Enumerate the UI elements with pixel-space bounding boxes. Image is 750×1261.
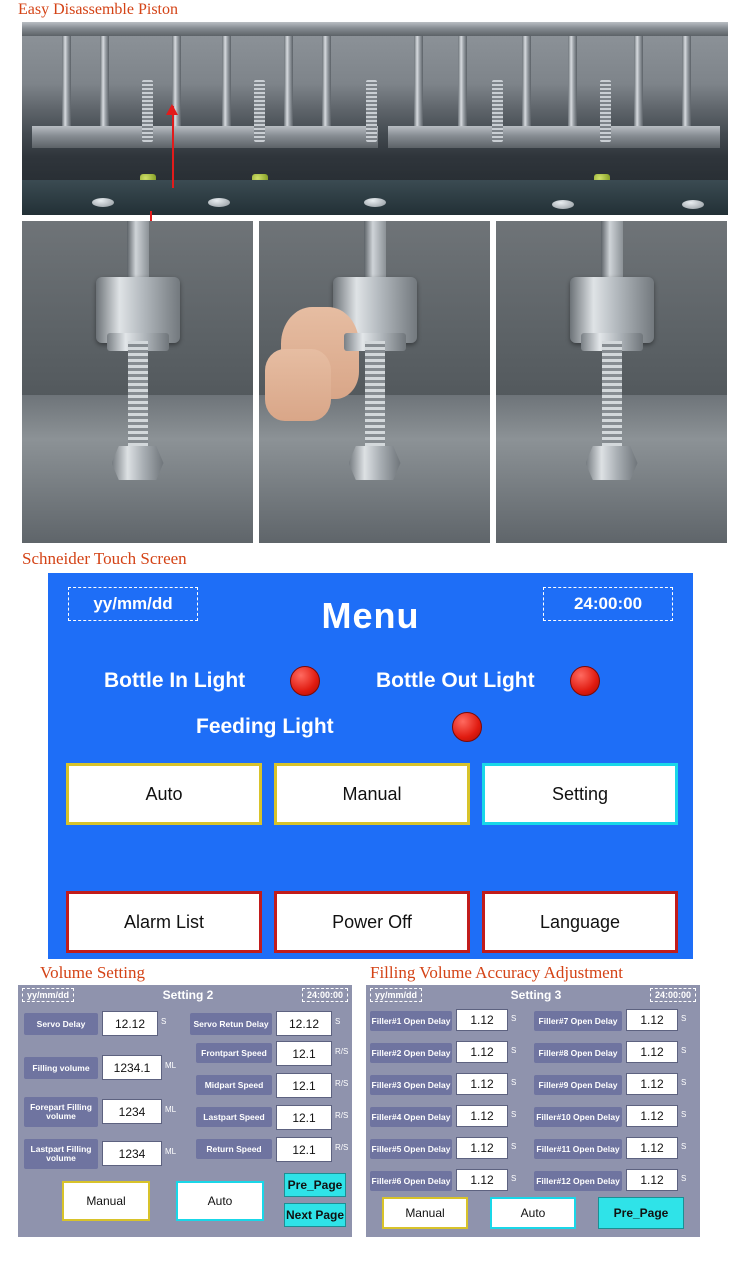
machine-rod bbox=[414, 22, 423, 142]
auto-button[interactable]: Auto bbox=[66, 763, 262, 825]
filler1-open-delay-value[interactable]: 1.12 bbox=[456, 1009, 508, 1031]
filler9-open-delay-unit: S bbox=[681, 1078, 687, 1087]
filling-volume-label: Filling volume bbox=[24, 1057, 98, 1079]
machine-rod bbox=[62, 22, 71, 142]
bottle-out-light-indicator bbox=[570, 666, 600, 696]
filler1-open-delay-unit: S bbox=[511, 1014, 517, 1023]
setting3-top-bar bbox=[366, 985, 700, 1005]
power-off-button[interactable]: Power Off bbox=[274, 891, 470, 953]
language-button[interactable]: Language bbox=[482, 891, 678, 953]
setting3-title: Setting 3 bbox=[510, 988, 562, 1002]
machine-plate bbox=[22, 22, 728, 36]
filler6-open-delay-value[interactable]: 1.12 bbox=[456, 1169, 508, 1191]
servo-delay-value[interactable]: 12.12 bbox=[102, 1011, 158, 1036]
date-display: yy/mm/dd bbox=[68, 587, 198, 621]
filler8-open-delay-label: Filler#8 Open Delay bbox=[534, 1043, 622, 1063]
machine-rod bbox=[322, 22, 331, 142]
forepart-filling-volume-unit: ML bbox=[165, 1105, 177, 1114]
return-speed-label: Return Speed bbox=[196, 1139, 272, 1159]
filler1-open-delay-label: Filler#1 Open Delay bbox=[370, 1011, 452, 1031]
machine-rod bbox=[222, 22, 231, 142]
setting3-screen bbox=[366, 985, 700, 1237]
filler3-open-delay-value[interactable]: 1.12 bbox=[456, 1073, 508, 1095]
servo-delay-label: Servo Delay bbox=[24, 1013, 98, 1035]
machine-photo bbox=[22, 22, 728, 215]
machine-screw bbox=[600, 80, 611, 142]
setting2-title: Setting 2 bbox=[162, 988, 214, 1002]
machine-screw bbox=[142, 80, 153, 142]
filler12-open-delay-value[interactable]: 1.12 bbox=[626, 1169, 678, 1191]
lastpart-speed-unit: R/S bbox=[335, 1111, 349, 1120]
setting3-time-display: 24:00:00 bbox=[650, 988, 696, 1002]
bottle-disc bbox=[682, 200, 704, 209]
setting2-pre-page-button[interactable]: Pre_Page bbox=[284, 1173, 346, 1197]
feeding-light-label: Feeding Light bbox=[196, 715, 334, 738]
filler12-open-delay-unit: S bbox=[681, 1174, 687, 1183]
section-title-touchscreen: Schneider Touch Screen bbox=[22, 549, 187, 568]
piston-nut bbox=[112, 446, 164, 480]
feeding-light-indicator bbox=[452, 712, 482, 742]
bottle-disc bbox=[208, 198, 230, 207]
machine-plate bbox=[32, 126, 378, 148]
setting3-date-display: yy/mm/dd bbox=[370, 988, 422, 1002]
piston-stem bbox=[364, 221, 386, 281]
piston-shaft bbox=[128, 341, 148, 451]
machine-rod bbox=[682, 22, 691, 142]
filler4-open-delay-label: Filler#4 Open Delay bbox=[370, 1107, 452, 1127]
filler4-open-delay-value[interactable]: 1.12 bbox=[456, 1105, 508, 1127]
machine-rod bbox=[458, 22, 467, 142]
filler11-open-delay-value[interactable]: 1.12 bbox=[626, 1137, 678, 1159]
filler7-open-delay-unit: S bbox=[681, 1014, 687, 1023]
lastpart-filling-volume-value[interactable]: 1234 bbox=[102, 1141, 162, 1166]
setting2-date-display: yy/mm/dd bbox=[22, 988, 74, 1002]
lastpart-speed-label: Lastpart Speed bbox=[196, 1107, 272, 1127]
filler8-open-delay-value[interactable]: 1.12 bbox=[626, 1041, 678, 1063]
piston-photo-row bbox=[22, 221, 728, 543]
filler8-open-delay-unit: S bbox=[681, 1046, 687, 1055]
filler10-open-delay-unit: S bbox=[681, 1110, 687, 1119]
servo-return-delay-value[interactable]: 12.12 bbox=[276, 1011, 332, 1036]
machine-plate bbox=[388, 126, 720, 148]
filler7-open-delay-label: Filler#7 Open Delay bbox=[534, 1011, 622, 1031]
frontpart-speed-unit: R/S bbox=[335, 1047, 349, 1056]
lastpart-filling-volume-label: Lastpart Filling volume bbox=[24, 1139, 98, 1169]
machine-rod bbox=[522, 22, 531, 142]
forepart-filling-volume-label: Forepart Filling volume bbox=[24, 1097, 98, 1127]
midpart-speed-label: Midpart Speed bbox=[196, 1075, 272, 1095]
filler11-open-delay-unit: S bbox=[681, 1142, 687, 1151]
time-display: 24:00:00 bbox=[543, 587, 673, 621]
filler12-open-delay-label: Filler#12 Open Delay bbox=[534, 1171, 622, 1191]
filler10-open-delay-label: Filler#10 Open Delay bbox=[534, 1107, 622, 1127]
machine-screw bbox=[254, 80, 265, 142]
servo-return-delay-label: Servo Retun Delay bbox=[190, 1013, 272, 1035]
setting2-time-display: 24:00:00 bbox=[302, 988, 348, 1002]
filler3-open-delay-label: Filler#3 Open Delay bbox=[370, 1075, 452, 1095]
filler2-open-delay-label: Filler#2 Open Delay bbox=[370, 1043, 452, 1063]
manual-button[interactable]: Manual bbox=[274, 763, 470, 825]
machine-rod bbox=[100, 22, 109, 142]
setting2-top-bar bbox=[18, 985, 352, 1005]
machine-screw bbox=[366, 80, 377, 142]
machine-screw bbox=[492, 80, 503, 142]
servo-delay-unit: S bbox=[161, 1017, 167, 1026]
frontpart-speed-value[interactable]: 12.1 bbox=[276, 1041, 332, 1066]
annotation-arrow-head bbox=[166, 104, 178, 115]
setting3-manual-button[interactable]: Manual bbox=[382, 1197, 468, 1229]
bottle-disc bbox=[92, 198, 114, 207]
piston-shaft bbox=[365, 341, 385, 451]
menu-title: Menu bbox=[321, 595, 420, 636]
piston-nut bbox=[349, 446, 401, 480]
filler4-open-delay-unit: S bbox=[511, 1110, 517, 1119]
piston-photo-3 bbox=[496, 221, 727, 543]
midpart-speed-unit: R/S bbox=[335, 1079, 349, 1088]
piston-shaft bbox=[602, 341, 622, 451]
piston-stem bbox=[127, 221, 149, 281]
setting2-screen bbox=[18, 985, 352, 1237]
filler2-open-delay-value[interactable]: 1.12 bbox=[456, 1041, 508, 1063]
machine-rod bbox=[634, 22, 643, 142]
midpart-speed-value[interactable]: 12.1 bbox=[276, 1073, 332, 1098]
annotation-arrow-shaft bbox=[172, 106, 174, 188]
setting2-auto-button[interactable]: Auto bbox=[176, 1181, 264, 1221]
operator-hand bbox=[265, 349, 331, 421]
machine-rod bbox=[284, 22, 293, 142]
filler6-open-delay-unit: S bbox=[511, 1174, 517, 1183]
section-title-piston: Easy Disassemble Piston bbox=[18, 1, 178, 18]
filler9-open-delay-value[interactable]: 1.12 bbox=[626, 1073, 678, 1095]
return-speed-unit: R/S bbox=[335, 1143, 349, 1152]
servo-return-delay-unit: S bbox=[335, 1017, 341, 1026]
piston-stem bbox=[601, 221, 623, 281]
section-title-volume: Volume Setting bbox=[40, 963, 145, 982]
filler6-open-delay-label: Filler#6 Open Delay bbox=[370, 1171, 452, 1191]
filler5-open-delay-label: Filler#5 Open Delay bbox=[370, 1139, 452, 1159]
filling-volume-unit: ML bbox=[165, 1061, 177, 1070]
filler5-open-delay-value[interactable]: 1.12 bbox=[456, 1137, 508, 1159]
forepart-filling-volume-value[interactable]: 1234 bbox=[102, 1099, 162, 1124]
piston-photo-2 bbox=[259, 221, 490, 543]
filler11-open-delay-label: Filler#11 Open Delay bbox=[534, 1139, 622, 1159]
filler3-open-delay-unit: S bbox=[511, 1078, 517, 1087]
filling-volume-value[interactable]: 1234.1 bbox=[102, 1055, 162, 1080]
bottle-in-light-indicator bbox=[290, 666, 320, 696]
hmi-menu-screen bbox=[48, 573, 693, 959]
piston-nut bbox=[586, 446, 638, 480]
bottle-in-light-label: Bottle In Light bbox=[104, 669, 246, 692]
setting2-next-page-button[interactable]: Next Page bbox=[284, 1203, 346, 1227]
setting3-auto-button[interactable]: Auto bbox=[490, 1197, 576, 1229]
piston-photo-1 bbox=[22, 221, 253, 543]
lastpart-filling-volume-unit: ML bbox=[165, 1147, 177, 1156]
bottle-disc bbox=[552, 200, 574, 209]
filler2-open-delay-unit: S bbox=[511, 1046, 517, 1055]
filler7-open-delay-value[interactable]: 1.12 bbox=[626, 1009, 678, 1031]
alarm-list-button[interactable]: Alarm List bbox=[66, 891, 262, 953]
bottle-out-light-label: Bottle Out Light bbox=[376, 669, 535, 692]
filler9-open-delay-label: Filler#9 Open Delay bbox=[534, 1075, 622, 1095]
return-speed-value[interactable]: 12.1 bbox=[276, 1137, 332, 1162]
setting-button[interactable]: Setting bbox=[482, 763, 678, 825]
setting3-pre-page-button[interactable]: Pre_Page bbox=[598, 1197, 684, 1229]
bottle-disc bbox=[364, 198, 386, 207]
section-title-accuracy: Filling Volume Accuracy Adjustment bbox=[370, 963, 623, 982]
machine-rod bbox=[568, 22, 577, 142]
filler5-open-delay-unit: S bbox=[511, 1142, 517, 1151]
filler10-open-delay-value[interactable]: 1.12 bbox=[626, 1105, 678, 1127]
setting2-manual-button[interactable]: Manual bbox=[62, 1181, 150, 1221]
lastpart-speed-value[interactable]: 12.1 bbox=[276, 1105, 332, 1130]
frontpart-speed-label: Frontpart Speed bbox=[196, 1043, 272, 1063]
